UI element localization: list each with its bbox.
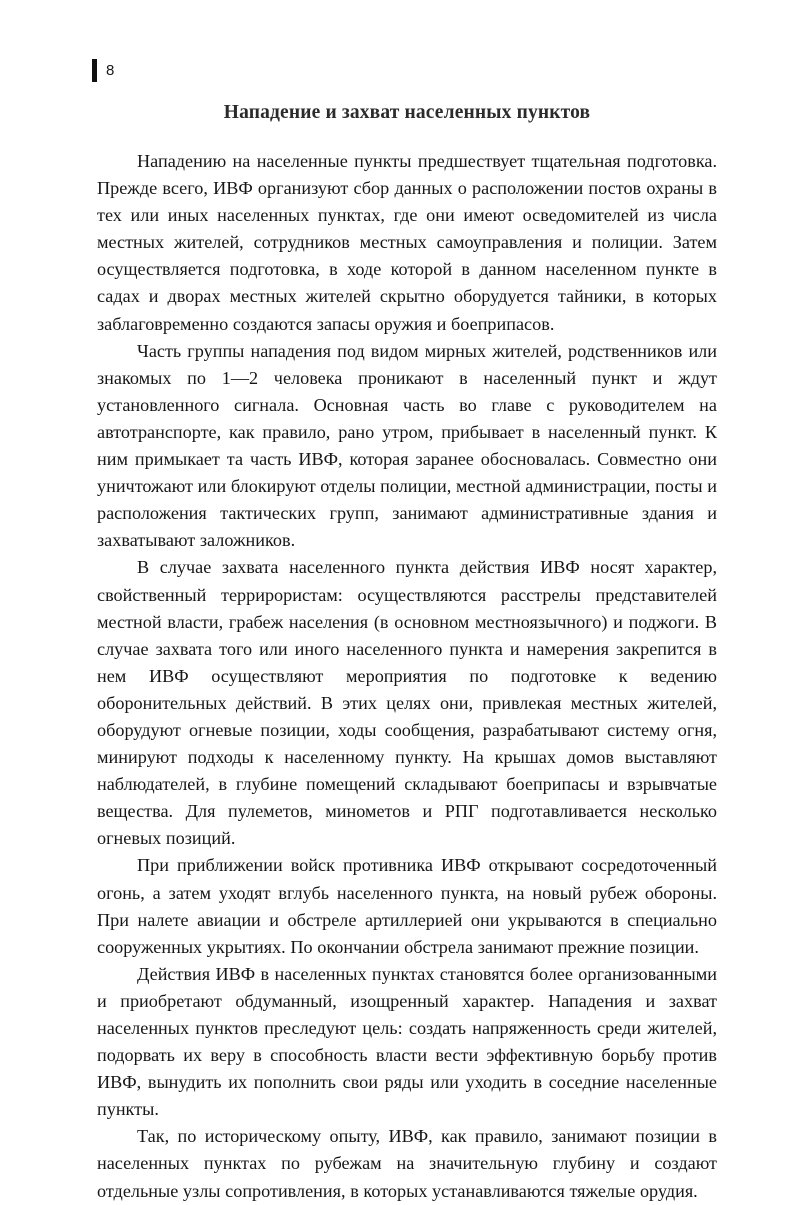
text-column bbox=[97, 100, 717, 1205]
paragraph: Часть группы нападения под видом мирных жителей, родственников или знакомых по 1—2 человека проникают в населенный пункт и ждут установленного сигнала. Основная часть во главе с руководителем на автотранспорте, как правило, рано утром, прибывает в населенный пункт. К ним примыкает та часть ИВФ, которая заранее обосновалась. Совместно они уничтожают или блокируют отделы полиции, местной администрации, посты и расположения тактических групп, занимают административные здания и захватывают заложников. bbox=[97, 340, 717, 551]
page-folio bbox=[92, 58, 114, 82]
paragraph: Нападению на населенные пункты предшествует тщательная подготовка. Прежде всего, ИВФ организуют сбор данных о расположении постов охраны в тех или иных населенных пунктах, где они имеют осведомителей из числа местных жителей, сотрудников местных самоуправления и полиции. Затем осуществляется подготовка, в ходе которой в данном населенном пункте в садах и дворах местных жителей скрытно оборудуется тайники, в которых заблаговременно создаются запасы оружия и боеприпасов. bbox=[97, 151, 717, 334]
paragraph: Так, по историческому опыту, ИВФ, как правило, занимают позиции в населенных пунктах по рубежам на значительную глубину и создают отдельные узлы сопротивления, в которых устанавливаются тяжелые орудия. bbox=[97, 1126, 717, 1201]
page-title: Нападение и захват населенных пунктов bbox=[223, 102, 591, 123]
folio-rule-icon bbox=[92, 59, 97, 82]
paragraph: В случае захвата населенного пункта действия ИВФ носят характер, свойственный террирористам: осуществляются расстрелы представителей местной власти, грабеж населения (в основном местноязычного) и поджоги. В случае захвата того или иного населенного пункта и намерения закрепится в нем ИВФ осуществляют мероприятия по подготовке к ведению оборонительных действий. В этих целях они, привлекая местных жителей, оборудуют огневые позиции, ходы сообщения, разрабатывают систему огня, минируют подходы к населенному пункту. На крышах домов выставляют наблюдателей, в глубине помещений складывают боеприпасы и взрывчатые вещества. Для пулеметов, минометов и РПГ подготавливается несколько огневых позиций. bbox=[97, 557, 717, 849]
paragraph: Действия ИВФ в населенных пунктах становятся более организованными и приобретают обдуманный, изощренный характер. Нападения и захват населенных пунктов преследуют цель: создать напряженность среди жителей, подорвать их веру в способность власти вести эффективную борьбу против ИВФ, вынудить их пополнить свои ряды или уходить в соседние населенные пункты. bbox=[97, 963, 717, 1120]
paragraph: При приближении войск противника ИВФ открывают сосредоточенный огонь, а затем уходят вглубь населенного пункта, на новый рубеж обороны. При налете авиации и обстреле артиллерией они укрываются в специально сооруженных укрытиях. По окончании обстрела занимают прежние позиции. bbox=[97, 855, 717, 957]
page-number: 8 bbox=[106, 61, 115, 79]
body-text bbox=[97, 148, 717, 1205]
